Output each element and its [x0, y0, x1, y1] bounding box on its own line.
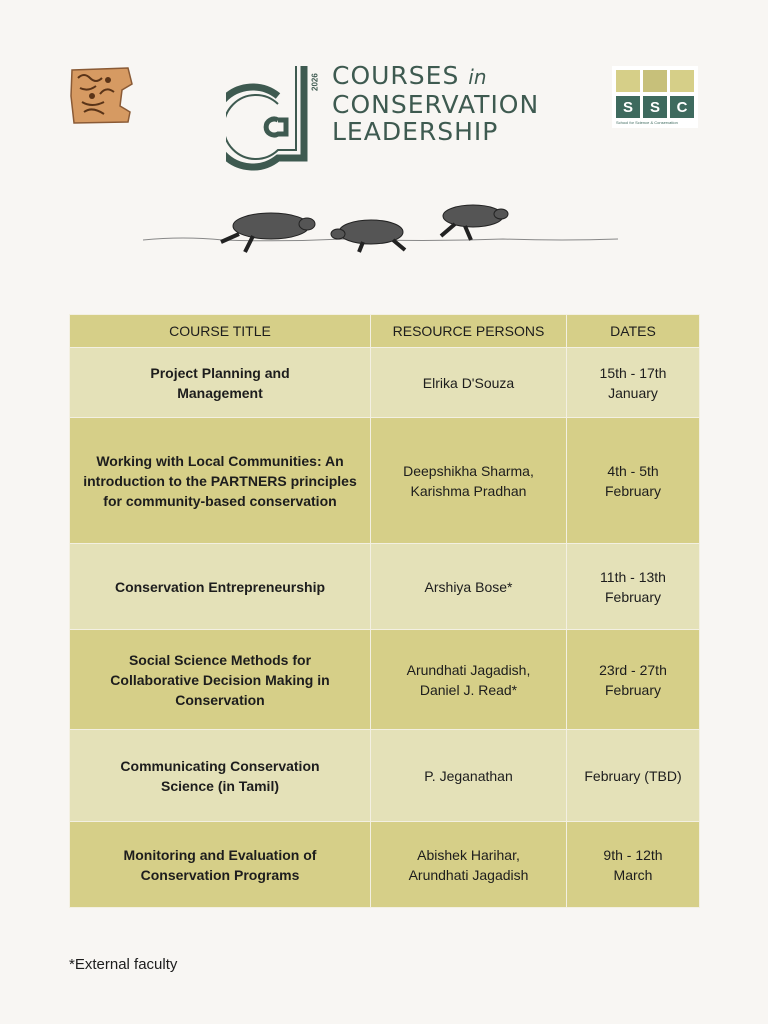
course-title: Communicating Conservation Science (in Tamil): [70, 730, 371, 822]
header-dates: DATES: [567, 315, 700, 348]
turtle-icon: [331, 220, 405, 252]
ssc-logo: [612, 66, 698, 128]
turtle-icon: [221, 213, 315, 252]
course-persons: Deepshikha Sharma, Karishma Pradhan: [371, 418, 567, 544]
logo-line-courses: COURSES in: [332, 61, 487, 90]
course-persons: Arundhati Jagadish, Daniel J. Read*: [371, 630, 567, 730]
course-dates: 11th - 13th February: [567, 544, 700, 630]
seal-logo: [70, 66, 133, 124]
logo-year: 2026: [310, 73, 320, 91]
course-title: Social Science Methods for Collaborative Decision Making in Conservation: [70, 630, 371, 730]
course-dates: 4th - 5th February: [567, 418, 700, 544]
table-row: [70, 630, 700, 730]
turtle-icon: [441, 205, 508, 240]
course-persons: P. Jeganathan: [371, 730, 567, 822]
ssc-letter-s2: S: [643, 96, 667, 118]
course-persons: Arshiya Bose*: [371, 544, 567, 630]
table-row: [70, 544, 700, 630]
course-title: Project Planning and Management: [70, 348, 371, 418]
pattern-tile-icon: [670, 70, 694, 92]
table-header-row: [70, 315, 700, 348]
header-course-title: COURSE TITLE: [70, 315, 371, 348]
ssc-letter-s1: S: [616, 96, 640, 118]
logo-line-leadership: LEADERSHIP: [332, 117, 499, 146]
pattern-tile-icon: [616, 70, 640, 92]
course-dates: February (TBD): [567, 730, 700, 822]
table-row: [70, 730, 700, 822]
course-title: Conservation Entrepreneurship: [70, 544, 371, 630]
course-dates: 9th - 12th March: [567, 822, 700, 908]
footnote-external-faculty: *External faculty: [69, 956, 178, 973]
table-row: [70, 348, 700, 418]
course-persons: Abishek Harihar, Arundhati Jagadish: [371, 822, 567, 908]
ssc-tagline: School for Science & Conservation: [616, 120, 678, 125]
course-title: Monitoring and Evaluation of Conservation Programs: [70, 822, 371, 908]
table-row: [70, 418, 700, 544]
course-title: Working with Local Communities: An introduction to the PARTNERS principles for community-based conservation: [70, 418, 371, 544]
course-dates: 23rd - 27th February: [567, 630, 700, 730]
courses-logo: [226, 62, 546, 178]
course-persons: Elrika D'Souza: [371, 348, 567, 418]
ssc-letter-c: C: [670, 96, 694, 118]
course-dates: 15th - 17th January: [567, 348, 700, 418]
logo-line-conservation: CONSERVATION: [332, 90, 540, 119]
table-row: [70, 822, 700, 908]
course-schedule-table: [69, 314, 700, 908]
turtles-illustration: [143, 202, 623, 260]
leaf-tile-icon: [643, 70, 667, 92]
header-resource-persons: RESOURCE PERSONS: [371, 315, 567, 348]
